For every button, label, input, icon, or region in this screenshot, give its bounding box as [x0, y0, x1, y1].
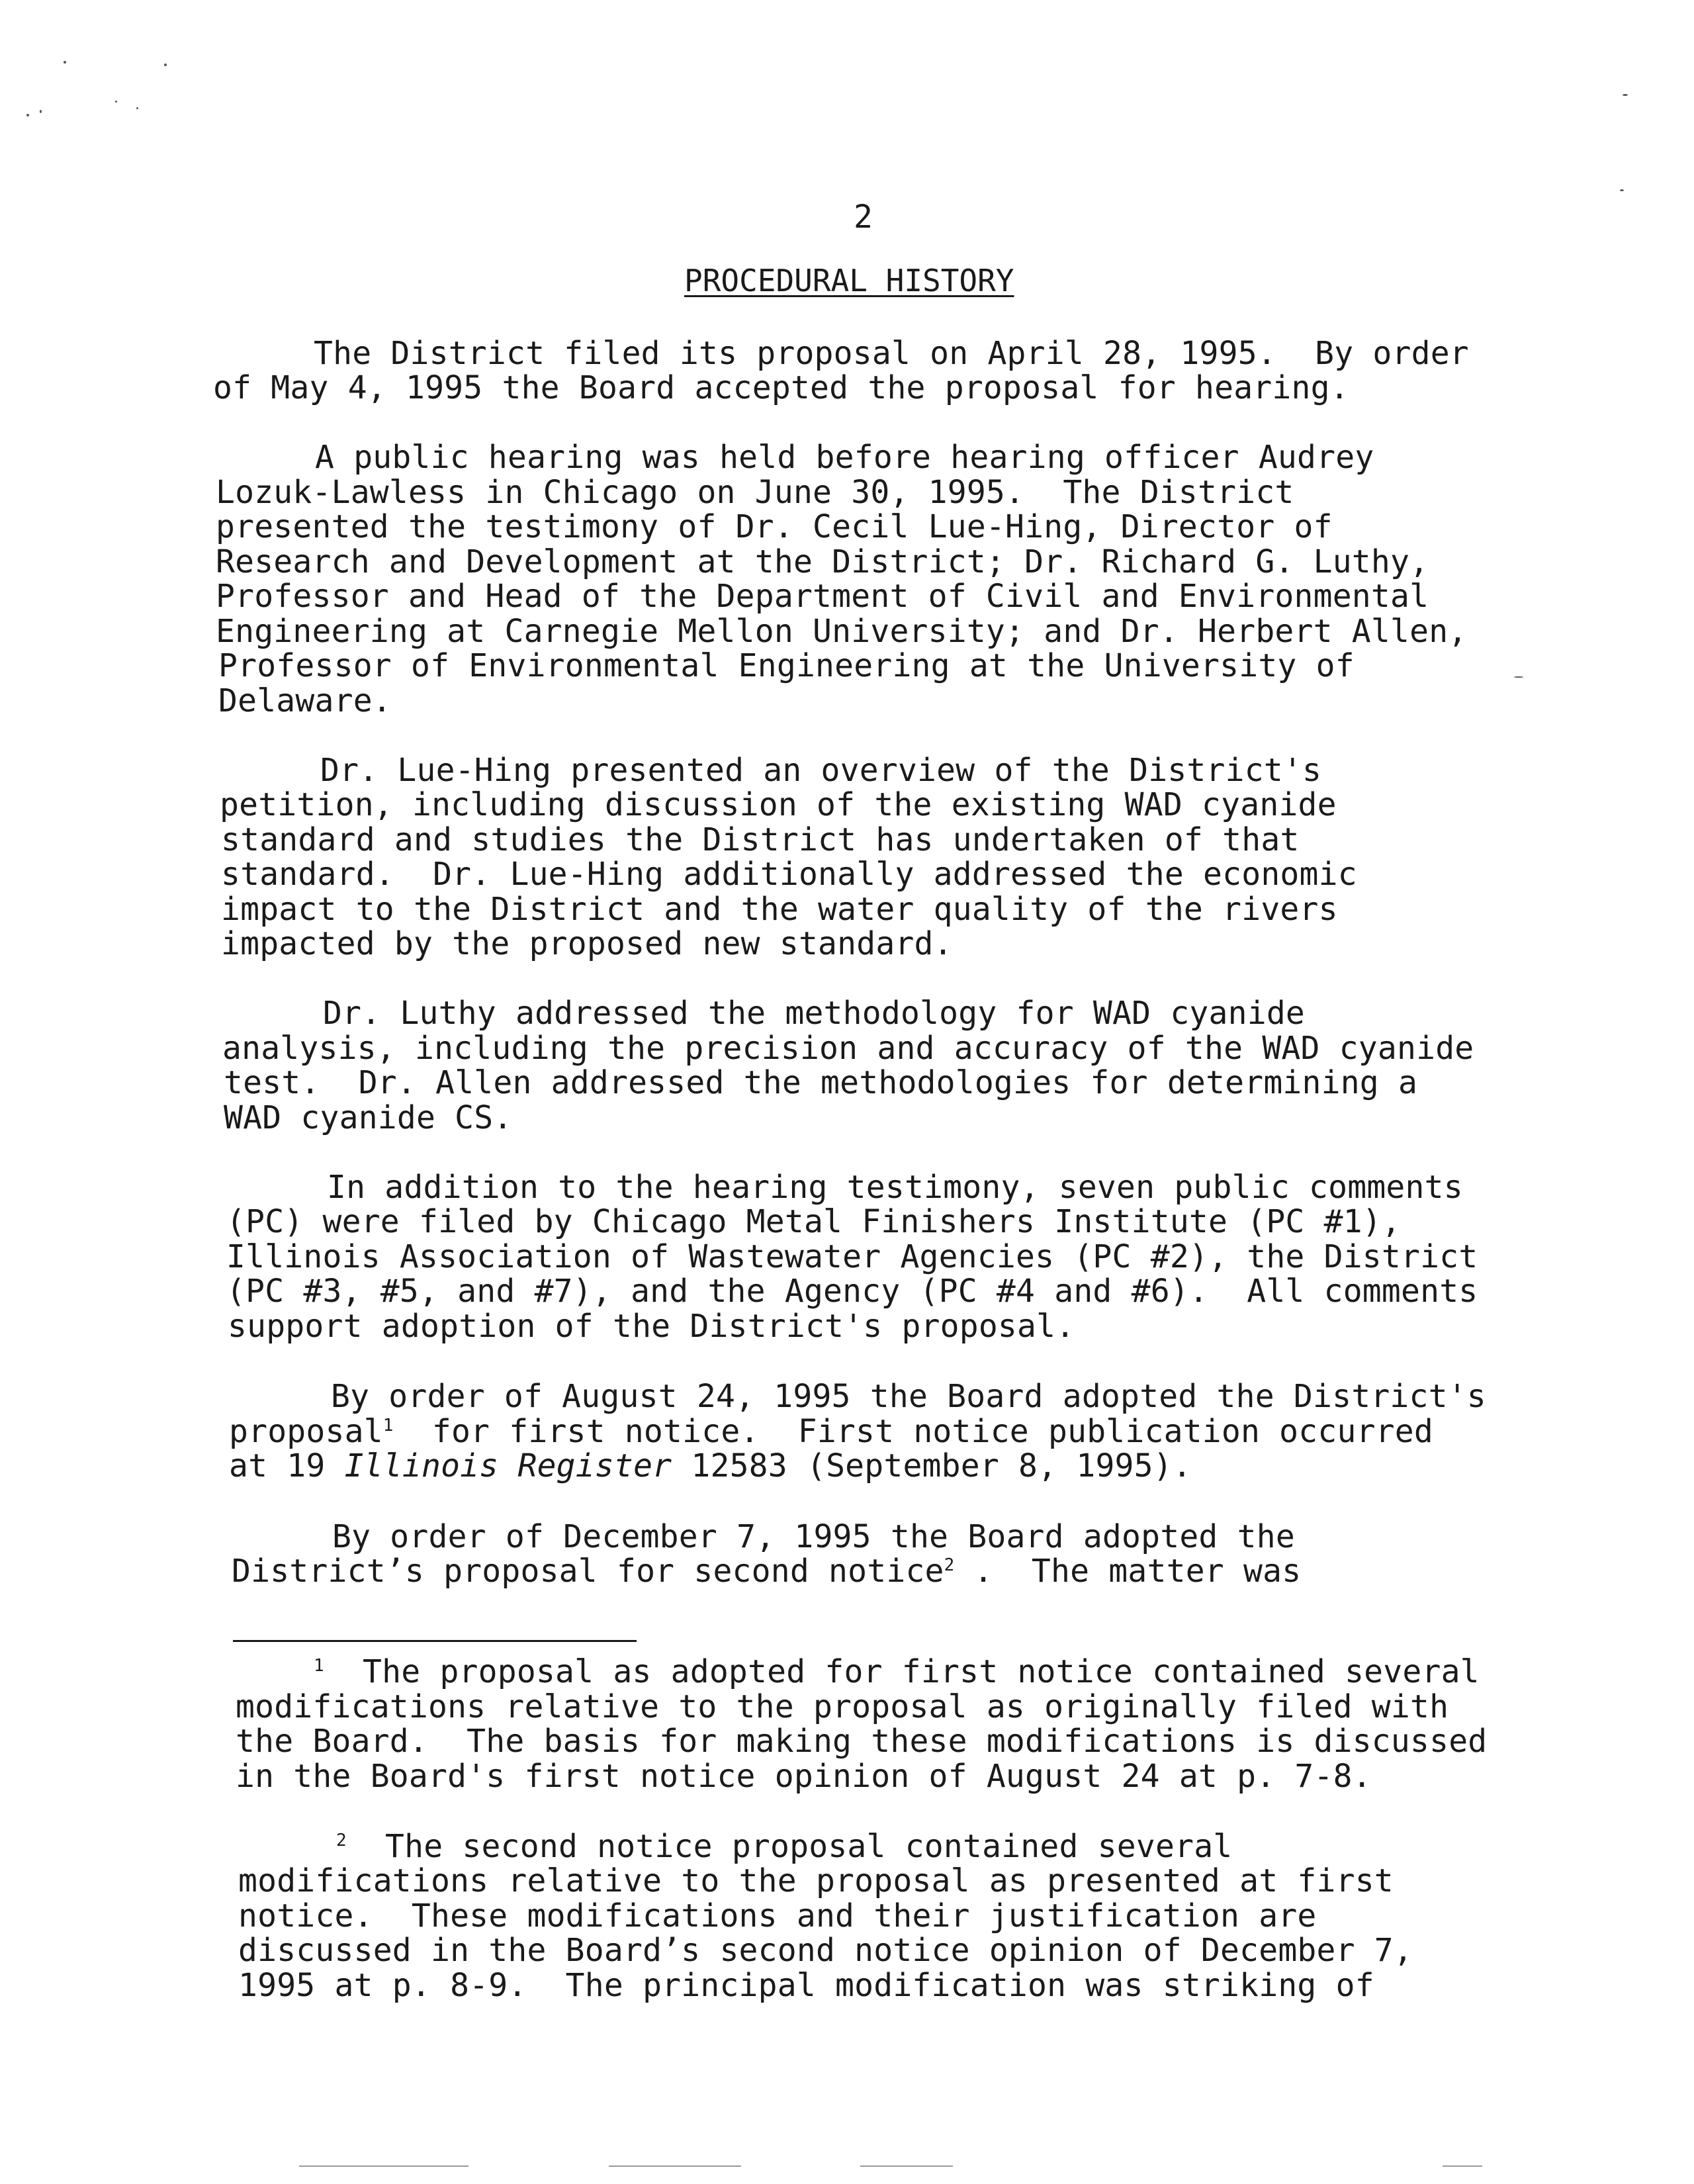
- paragraph-line: petition, including discussion of the existing WAD cyanide: [220, 786, 1337, 823]
- text-run: proposal: [229, 1413, 383, 1450]
- text-run: District’s proposal for second notice: [232, 1553, 944, 1590]
- paragraph-line: Professor of Environmental Engineering at the University of: [218, 647, 1355, 684]
- paragraph-line: Engineering at Carnegie Mellon University; and Dr. Herbert Allen,: [216, 613, 1468, 650]
- paragraph-line: [232, 1554, 1301, 1588]
- text-run: The second notice proposal contained several: [346, 1828, 1233, 1865]
- footnote-line: [336, 1829, 1232, 1864]
- paragraph-line: support adoption of the District's proposal.: [228, 1308, 1075, 1345]
- paragraph-line: presented the testimony of Dr. Cecil Lue-Hing, Director of: [216, 508, 1333, 545]
- paragraph-line: Professor and Head of the Department of Civil and Environmental: [216, 578, 1429, 615]
- text-run: The proposal as adopted for first notice contained several: [324, 1653, 1480, 1690]
- paragraph-line: standard. Dr. Lue-Hing additionally addressed the economic: [221, 856, 1357, 893]
- paragraph-line: test. Dr. Allen addressed the methodologies for determining a: [224, 1064, 1418, 1101]
- footnote-marker: 1: [382, 1416, 394, 1435]
- page-number: 2: [854, 199, 873, 236]
- scan-speck: [26, 114, 29, 116]
- footnote-separator: [233, 1640, 637, 1642]
- paragraph-line: In addition to the hearing testimony, seven public comments: [327, 1169, 1463, 1206]
- paragraph-line: [229, 1449, 1192, 1483]
- scan-speck: [40, 110, 42, 113]
- paragraph-line: (PC) were filed by Chicago Metal Finishers Institute (PC #1),: [226, 1203, 1402, 1240]
- paragraph-line: (PC #3, #5, and #7), and the Agency (PC #4 and #6). All comments: [226, 1273, 1478, 1310]
- paragraph-line: Dr. Luthy addressed the methodology for WAD cyanide: [323, 995, 1306, 1032]
- footnote-line: modifications relative to the proposal as originally filed with: [236, 1688, 1449, 1725]
- footnote-line: discussed in the Board’s second notice opinion of December 7,: [238, 1932, 1413, 1969]
- scan-speck: [1620, 189, 1624, 191]
- scan-speck: [64, 61, 66, 64]
- paragraph-line: Research and Development at the District; Dr. Richard G. Luthy,: [216, 543, 1429, 580]
- footnote-line: notice. These modifications and their justification are: [238, 1897, 1317, 1934]
- paragraph-line: [229, 1414, 1433, 1449]
- text-run: . The matter was: [954, 1553, 1302, 1590]
- scan-speck: [164, 64, 167, 66]
- footnote-marker: 2: [944, 1555, 955, 1575]
- paragraph-line: By order of December 7, 1995 the Board adopted the: [332, 1518, 1295, 1555]
- paragraph-line: By order of August 24, 1995 the Board adopted the District's: [331, 1378, 1486, 1415]
- paragraph-line: analysis, including the precision and accuracy of the WAD cyanide: [222, 1030, 1474, 1067]
- text-run: for first notice. First notice publication occurred: [393, 1413, 1433, 1450]
- footnote-line: [314, 1655, 1480, 1689]
- footnote-number: 2: [336, 1831, 347, 1850]
- footnote-number: 1: [314, 1656, 324, 1676]
- footnote-line: 1995 at p. 8-9. The principal modification was striking of: [238, 1967, 1374, 2004]
- scan-speck: [1514, 676, 1523, 678]
- paragraph-line: standard and studies the District has undertaken of that: [221, 821, 1300, 858]
- scan-artifact: [1443, 2165, 1482, 2167]
- footnote-line: in the Board's first notice opinion of August 24 at p. 7-8.: [236, 1758, 1372, 1795]
- scan-speck: [115, 101, 117, 103]
- paragraph-line: WAD cyanide CS.: [224, 1099, 513, 1136]
- paragraph-line: of May 4, 1995 the Board accepted the proposal for hearing.: [213, 369, 1349, 406]
- text-run: 12583 (September 8, 1995).: [672, 1447, 1192, 1484]
- scan-speck: [1623, 94, 1628, 96]
- scan-speck: [136, 107, 138, 109]
- text-run: at 19: [229, 1447, 345, 1484]
- paragraph-line: The District filed its proposal on April 28, 1995. By order: [314, 335, 1469, 372]
- paragraph-line: impact to the District and the water quality of the rivers: [221, 891, 1338, 928]
- footnote-line: modifications relative to the proposal as presented at first: [238, 1862, 1394, 1899]
- scan-artifact: [299, 2165, 468, 2167]
- scan-artifact: [860, 2165, 953, 2167]
- footnote-line: the Board. The basis for making these modifications is discussed: [236, 1723, 1488, 1760]
- paragraph-line: Dr. Lue-Hing presented an overview of the District's: [320, 752, 1322, 789]
- scan-artifact: [609, 2165, 741, 2167]
- paragraph-line: Illinois Association of Wastewater Agencies (PC #2), the District: [226, 1238, 1478, 1275]
- paragraph-line: impacted by the proposed new standard.: [221, 925, 953, 962]
- publication-title: Illinois Register: [344, 1447, 672, 1484]
- paragraph-line: Lozuk-Lawless in Chicago on June 30, 1995. The District: [216, 474, 1294, 511]
- paragraph-line: Delaware.: [218, 682, 392, 719]
- paragraph-line: A public hearing was held before hearing officer Audrey: [315, 439, 1374, 476]
- section-title: PROCEDURAL HISTORY: [684, 263, 1014, 298]
